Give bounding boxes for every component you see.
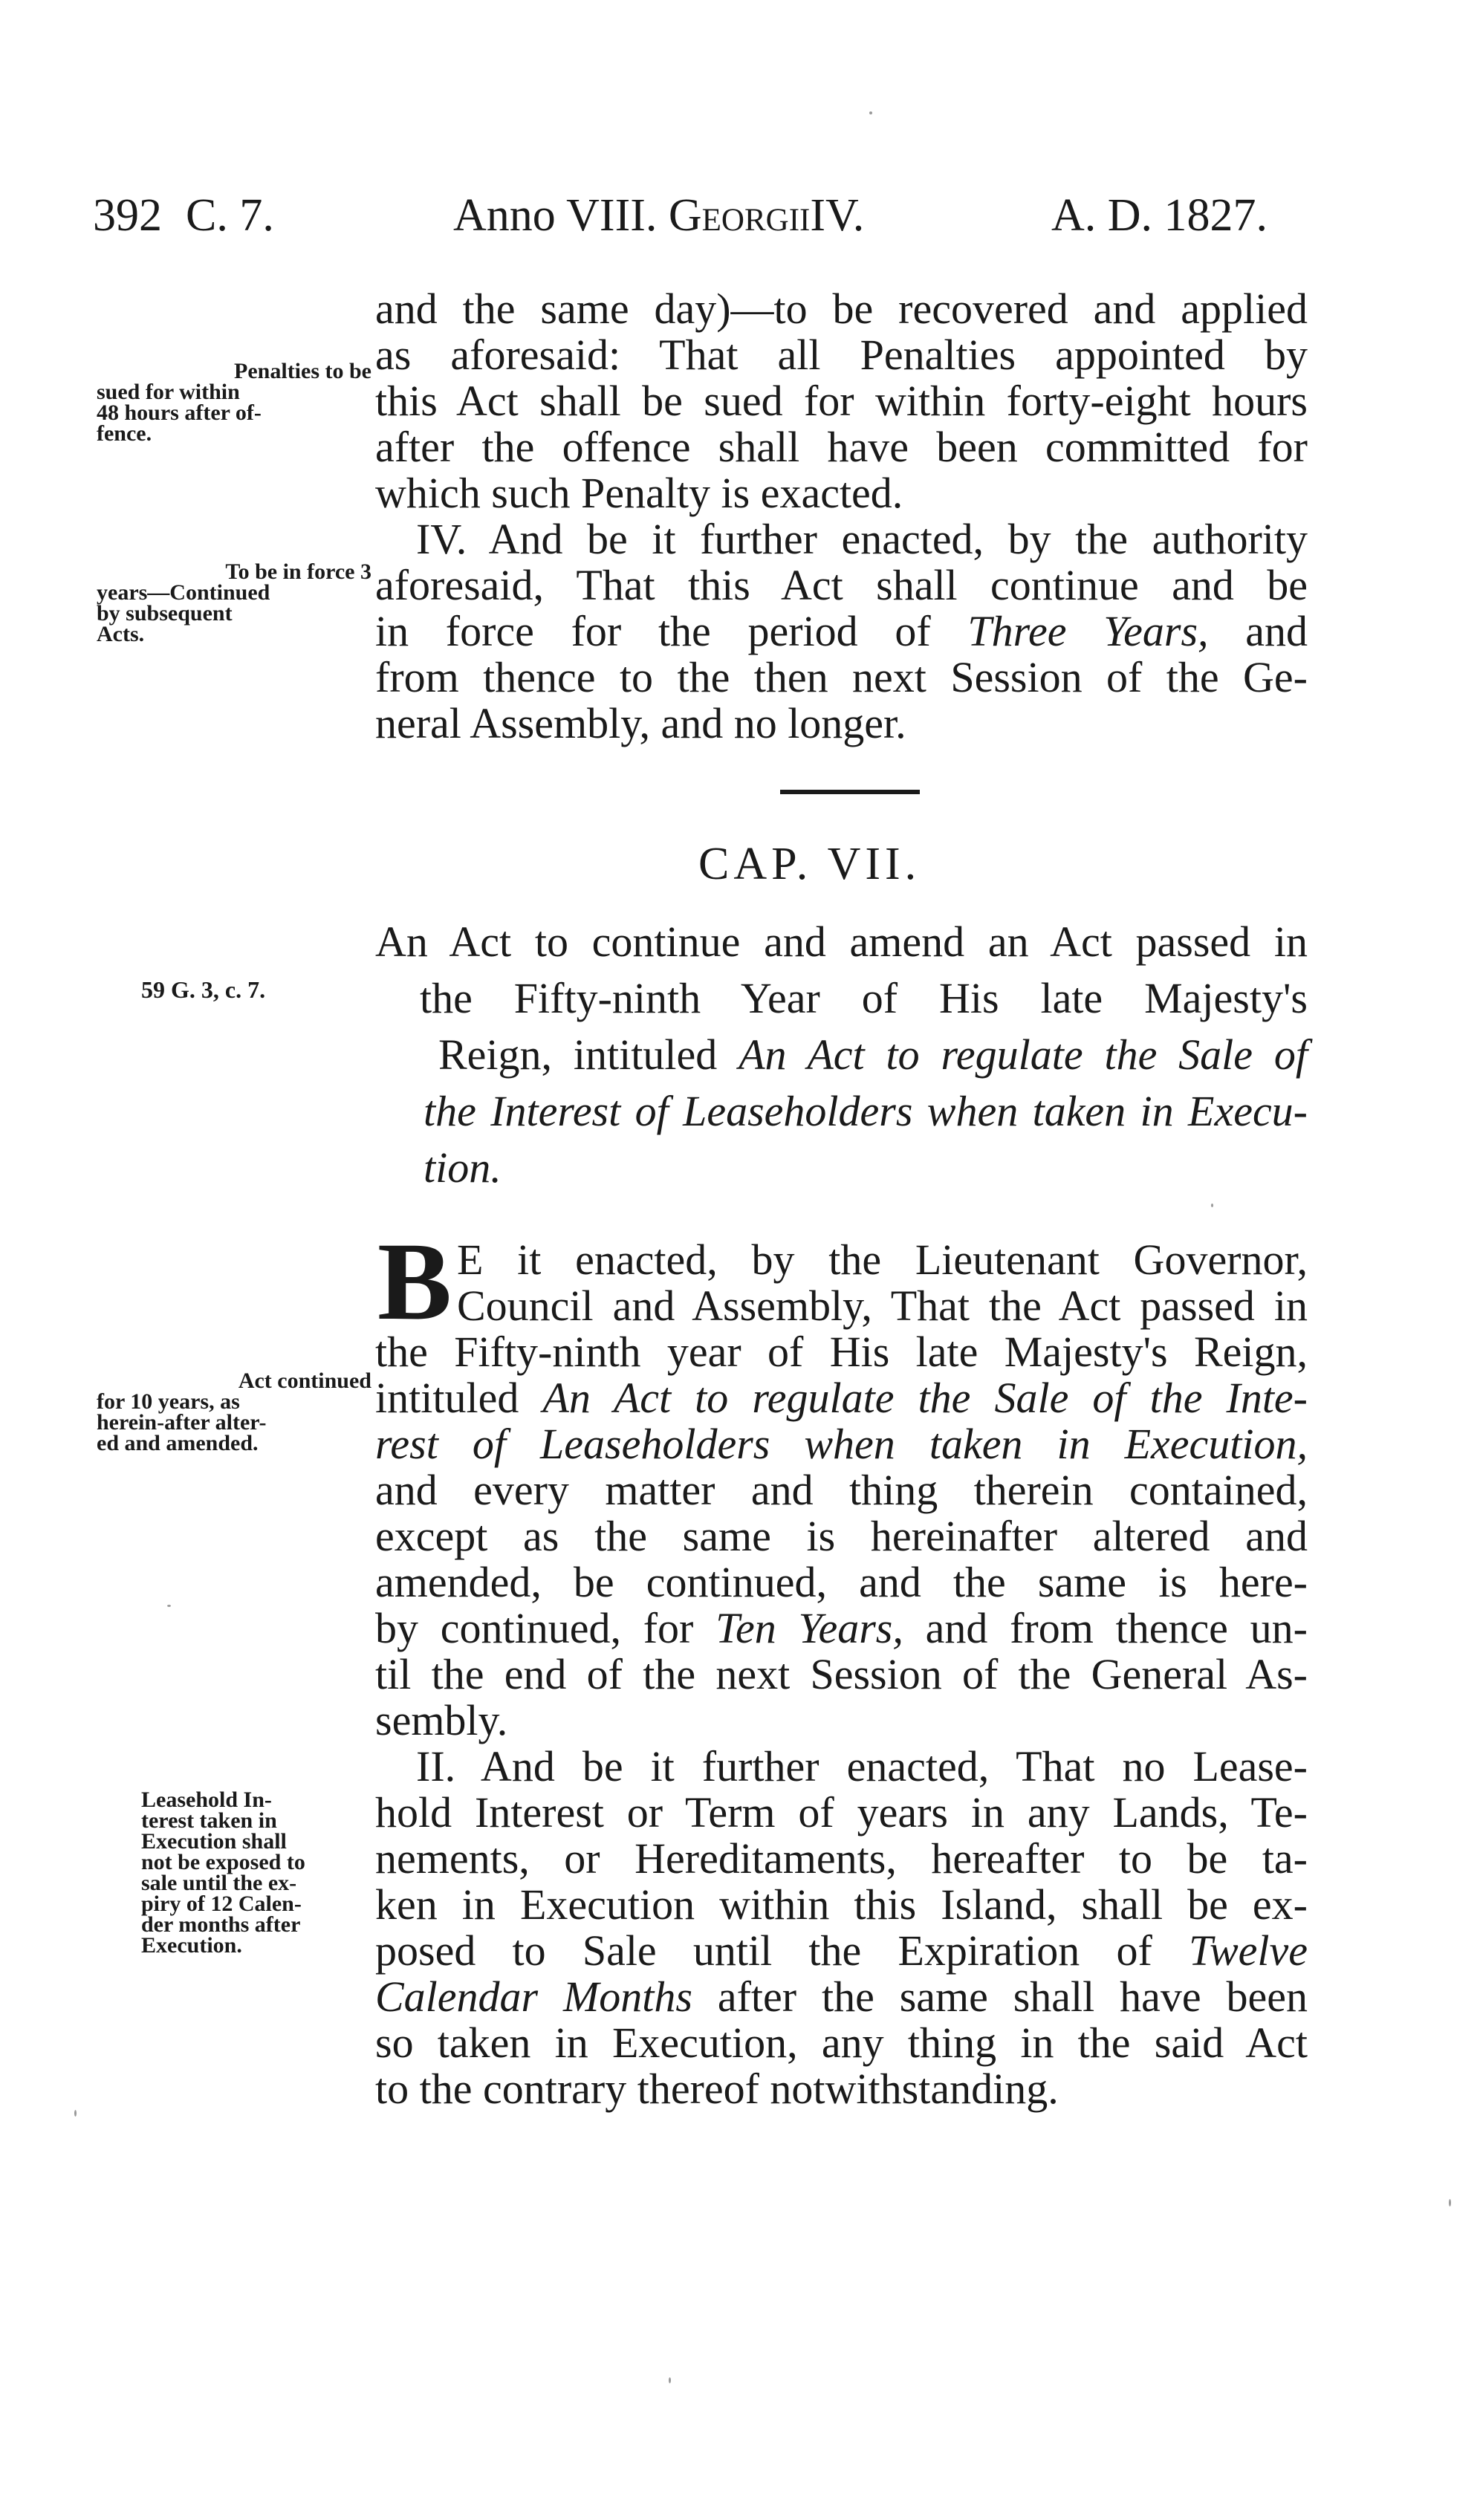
body-line: from thence to the then next Session of the Ge- <box>375 653 1308 701</box>
body-line: and the same day)—to be recovered and applied <box>375 285 1308 333</box>
title-line: the Fifty-ninth Year of His late Majesty's <box>420 974 1308 1022</box>
anno-king: Georgii <box>668 190 811 241</box>
anno-prefix: Anno VIII. <box>453 190 658 241</box>
paper-speck <box>669 2377 671 2383</box>
header-chapter: C. 7. <box>186 190 274 241</box>
paper-speck <box>167 1605 171 1607</box>
anno-suffix: IV. <box>810 190 865 241</box>
text-run: posed to Sale until the Expiration of <box>375 1926 1189 1975</box>
text-run: intituled <box>375 1374 543 1422</box>
body-line: aforesaid, That this Act shall continue and be <box>375 561 1308 609</box>
note-line: Penalties to be <box>234 359 371 383</box>
body-line: amended, be continued, and the same is here- <box>375 1558 1308 1606</box>
paper-speck <box>74 2110 77 2117</box>
note-line: Act continued <box>238 1368 371 1393</box>
body-line: as aforesaid: That all Penalties appointed by <box>375 331 1308 379</box>
paper-speck <box>869 111 872 114</box>
body-line: which such Penalty is exacted. <box>375 469 903 517</box>
paper-speck <box>1449 2199 1451 2206</box>
act-title: An Act to regulate the Sale of the Inte- <box>542 1374 1308 1422</box>
note-line: 48 hours after of- <box>97 400 262 425</box>
body-line: IV. And be it further enacted, by the authority <box>416 515 1308 563</box>
text-run: and from thence un- <box>903 1604 1308 1652</box>
body-line: this Act shall be sued for within forty-eight hours <box>375 377 1308 425</box>
body-line: ken in Execution within this Island, shall be ex- <box>375 1880 1308 1929</box>
body-line: except as the same is hereinafter altered and <box>375 1512 1308 1560</box>
margin-note-leasehold <box>141 1787 423 1958</box>
note-line: by subsequent <box>97 601 233 626</box>
note-line: der months after <box>141 1912 301 1937</box>
title-line <box>423 1140 1356 1196</box>
body-line: to the contrary thereof notwithstanding. <box>375 2065 1059 2113</box>
term-calendar-months: Calendar Months <box>375 1972 692 2021</box>
body-line <box>375 1605 1308 1652</box>
act-title: An Act to regulate the Sale of <box>739 1030 1308 1079</box>
note-line: for 10 years, as <box>97 1389 240 1414</box>
title-line: An Act to continue and amend an Act passed in <box>375 918 1308 966</box>
text-run: by continued, for <box>375 1604 716 1652</box>
note-line: Execution. <box>141 1933 242 1958</box>
body-line <box>375 1974 1308 2020</box>
chapter-title: CAP. VII. <box>698 839 921 889</box>
text-run: after the same shall have been <box>692 1972 1308 2021</box>
header-year: A. D. 1827. <box>1051 190 1268 241</box>
body-line: Council and Assembly, That the Act passed in <box>457 1282 1308 1330</box>
body-line: II. And be it further enacted, That no Lease- <box>416 1742 1308 1790</box>
body-line: sembly. <box>375 1696 508 1744</box>
body-line: neral Assembly, and no longer. <box>375 699 906 747</box>
body-line <box>375 608 1308 655</box>
note-line: sued for within <box>97 380 240 404</box>
margin-note-penalties <box>97 361 379 444</box>
body-line: after the offence shall have been committed for <box>375 423 1308 471</box>
body-line: the Fifty-ninth year of His late Majesty's Reign, <box>375 1328 1308 1376</box>
note-line: Execution shall <box>141 1829 287 1854</box>
margin-note-in-force <box>97 559 379 646</box>
note-line: ed and amended. <box>97 1431 259 1455</box>
term-twelve: Twelve <box>1189 1926 1308 1975</box>
note-line: To be in force 3 <box>225 559 371 584</box>
body-line <box>375 1421 1308 1467</box>
title-line <box>438 1027 1308 1083</box>
drop-cap: B <box>377 1220 452 1343</box>
body-line: til the end of the next Session of the General As- <box>375 1650 1308 1698</box>
body-line: and every matter and thing therein contained, <box>375 1466 1308 1514</box>
page-number: 392 <box>93 190 162 241</box>
text-run: in force for the period of <box>375 607 968 655</box>
body-line: hold Interest or Term of years in any Lands, Te- <box>375 1788 1308 1837</box>
act-title: the Interest of Leaseholders when taken in Execu- <box>423 1087 1308 1135</box>
note-line: terest taken in <box>141 1808 277 1833</box>
term-ten-years: Ten Years, <box>715 1604 903 1652</box>
term-three-years: Three Years, <box>967 607 1209 655</box>
text-run: and <box>1208 607 1308 655</box>
note-line: Acts. <box>97 622 145 646</box>
note-line: Leasehold In- <box>141 1787 272 1812</box>
section-divider <box>780 790 920 794</box>
body-line: nements, or Hereditaments, hereafter to be ta- <box>375 1834 1308 1883</box>
body-line: E it enacted, by the Lieutenant Governor, <box>457 1235 1308 1284</box>
paper-speck <box>1211 1204 1213 1207</box>
title-line <box>423 1083 1308 1140</box>
note-line: herein-after alter- <box>97 1410 267 1435</box>
note-line: piry of 12 Calen- <box>141 1891 302 1916</box>
running-header <box>93 186 1326 245</box>
margin-note-citation: 59 G. 3, c. 7. <box>141 976 266 1003</box>
text-run: Reign, intituled <box>438 1030 739 1079</box>
note-line: fence. <box>97 421 152 446</box>
note-line: years—Continued <box>97 580 270 605</box>
body-line: so taken in Execution, any thing in the said Act <box>375 2019 1308 2067</box>
body-line <box>375 1928 1308 1974</box>
body-line <box>375 1375 1308 1421</box>
act-title: tion. <box>423 1143 502 1192</box>
header-regnal-year <box>453 186 864 245</box>
margin-note-continued <box>97 1368 379 1455</box>
note-line: sale until the ex- <box>141 1871 297 1895</box>
act-title: rest of Leaseholders when taken in Execution, <box>375 1420 1308 1468</box>
note-line: not be exposed to <box>141 1850 305 1874</box>
